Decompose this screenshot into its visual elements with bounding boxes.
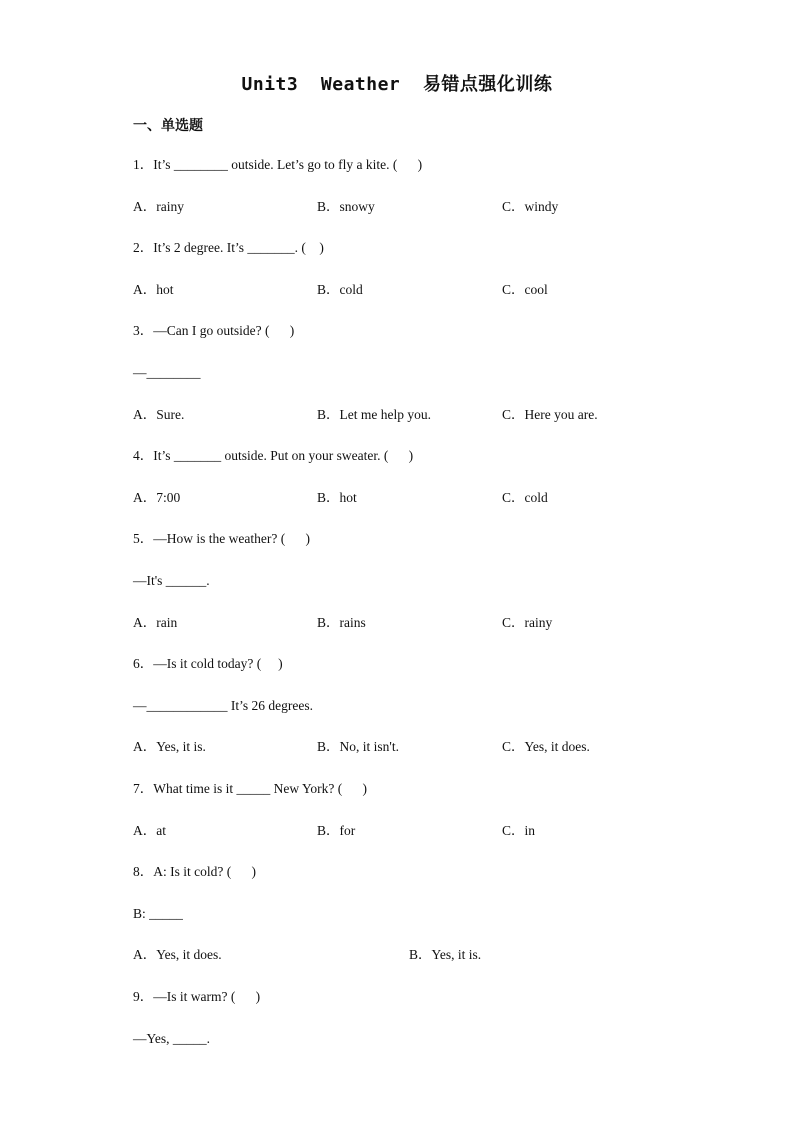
question-8-option-b: B．Yes, it is. (409, 947, 482, 962)
question-8-option-a: A．Yes, it does. (133, 947, 222, 962)
question-4-option-b: B．hot (317, 490, 357, 505)
question-7-option-c: C．in (502, 823, 536, 838)
question-6-option-b: B．No, it isn't. (317, 739, 399, 754)
question-5-option-c: C．rainy (502, 615, 553, 630)
question-6-answer-line: —____________ It’s 26 degrees. (133, 698, 313, 713)
question-9-answer-line: —Yes, _____. (133, 1031, 211, 1046)
question-3-answer-line: —________ (133, 365, 201, 380)
question-1-stem: 1．It’s ________ outside. Let’s go to fly a kite. ( ) (133, 157, 423, 172)
question-1-option-c: C．windy (502, 199, 559, 214)
question-7-option-a: A．at (133, 823, 166, 838)
question-4-option-a: A．7:00 (133, 490, 181, 505)
question-2-option-b: B．cold (317, 282, 363, 297)
question-6-option-c: C．Yes, it does. (502, 739, 590, 754)
question-9-stem: 9．—Is it warm? ( ) (133, 989, 261, 1004)
question-6-stem: 6．—Is it cold today? ( ) (133, 656, 283, 671)
question-3-option-c: C．Here you are. (502, 407, 598, 422)
question-4-option-c: C．cold (502, 490, 548, 505)
question-7-stem: 7．What time is it _____ New York? ( ) (133, 781, 367, 796)
question-3-option-a: A．Sure. (133, 407, 185, 422)
question-8-stem: 8．A: Is it cold? ( ) (133, 864, 256, 879)
page-title: Unit3 Weather 易错点强化训练 (241, 74, 553, 95)
question-1-option-a: A．rainy (133, 199, 184, 214)
question-1-option-b: B．snowy (317, 199, 375, 214)
question-8-answer-line: B: _____ (133, 906, 183, 921)
question-5-option-a: A．rain (133, 615, 178, 630)
question-2-option-c: C．cool (502, 282, 548, 297)
question-3-option-b: B．Let me help you. (317, 407, 431, 422)
question-7-option-b: B．for (317, 823, 356, 838)
question-4-stem: 4．It’s _______ outside. Put on your sweater. ( ) (133, 448, 414, 463)
question-2-stem: 2．It’s 2 degree. It’s _______. ( ) (133, 240, 324, 255)
question-5-option-b: B．rains (317, 615, 366, 630)
question-3-stem: 3．—Can I go outside? ( ) (133, 323, 295, 338)
question-2-option-a: A．hot (133, 282, 174, 297)
question-6-option-a: A．Yes, it is. (133, 739, 206, 754)
question-5-stem: 5．—How is the weather? ( ) (133, 531, 310, 546)
question-5-answer-line: —It's ______. (133, 573, 210, 588)
section-heading: 一、单选题 (133, 118, 203, 134)
